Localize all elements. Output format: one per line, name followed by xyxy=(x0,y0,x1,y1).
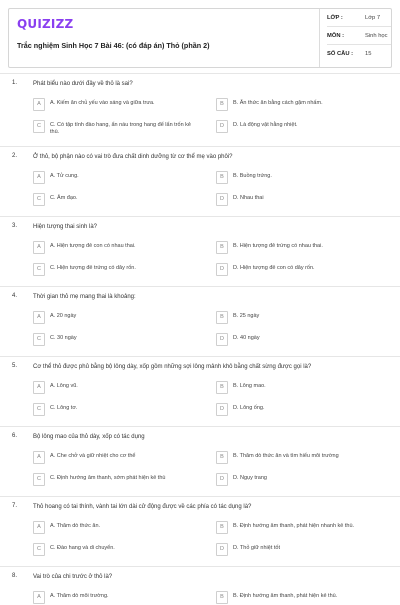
option-letter-box: B xyxy=(216,98,228,111)
question-number: 7. xyxy=(12,503,18,509)
option-text: D. Nhau thai xyxy=(233,195,264,201)
option-letter-box: B xyxy=(216,241,228,254)
option-letter-box: A xyxy=(33,521,45,534)
question-divider xyxy=(0,286,400,287)
option-text: C. Âm đạo. xyxy=(50,195,78,201)
option-letter-box: C xyxy=(33,333,45,346)
option-letter-box: D xyxy=(216,263,228,276)
option-letter-box: A xyxy=(33,381,45,394)
answer-option-b[interactable] xyxy=(216,311,386,325)
question-divider xyxy=(0,496,400,497)
option-letter-box: A xyxy=(33,451,45,464)
option-text: C. Hiện tượng đẻ trứng có dây rốn. xyxy=(50,265,136,271)
answer-option-a[interactable] xyxy=(33,521,203,535)
option-text: C. Có tập tính đào hang, ẩn náu trong hang để lẩn trốn kẻ thù. xyxy=(50,122,191,135)
answer-option-a[interactable] xyxy=(33,591,203,605)
question-divider xyxy=(0,356,400,357)
answer-option-c[interactable] xyxy=(33,543,203,557)
answer-option-d[interactable] xyxy=(216,403,386,417)
option-text: B. Thăm dò thức ăn và tìm hiểu môi trường xyxy=(233,453,339,459)
answer-option-b[interactable] xyxy=(216,591,386,605)
option-text: A. Hiện tượng đẻ con có nhau thai. xyxy=(50,243,136,249)
answer-option-d[interactable] xyxy=(216,543,386,557)
meta-count-label: SỐ CÂU : xyxy=(327,51,354,57)
question-number: 5. xyxy=(12,363,18,369)
option-text: C. Lông tơ. xyxy=(50,405,78,411)
option-text: B. Định hướng âm thanh, phát hiện kẻ thù. xyxy=(233,593,338,599)
option-text: D. Thỏ giữ nhiệt tốt xyxy=(233,545,280,551)
option-text: B. Ăn thức ăn bằng cách gặm nhấm. xyxy=(233,100,323,106)
question-number: 3. xyxy=(12,223,18,229)
option-text: B. Hiện tượng đẻ trứng có nhau thai. xyxy=(233,243,323,249)
meta-question-count xyxy=(327,49,391,63)
answer-option-c[interactable] xyxy=(33,333,203,347)
meta-subject xyxy=(327,31,391,45)
question-number: 4. xyxy=(12,293,18,299)
option-text: D. Hiện tượng đẻ con có dây rốn. xyxy=(233,265,315,271)
worksheet-header xyxy=(8,8,392,68)
option-text: A. 20 ngày xyxy=(50,313,77,319)
question-number: 6. xyxy=(12,433,18,439)
option-text: C. 30 ngày xyxy=(50,335,77,341)
option-text: D. Lông ống. xyxy=(233,405,265,411)
question-text: Phát biểu nào dưới đây về thỏ là sai? xyxy=(33,81,133,87)
answer-option-c[interactable] xyxy=(33,403,203,417)
option-letter-box: D xyxy=(216,403,228,416)
option-letter-box: C xyxy=(33,473,45,486)
answer-option-b[interactable] xyxy=(216,98,386,112)
answer-option-a[interactable] xyxy=(33,381,203,395)
option-text: D. 40 ngày xyxy=(233,335,260,341)
option-letter-box: D xyxy=(216,120,228,133)
answer-option-d[interactable] xyxy=(216,473,386,487)
header-bottom-rule xyxy=(0,73,400,74)
option-text: D. Ngụy trang xyxy=(233,475,267,481)
option-letter-box: B xyxy=(216,311,228,324)
option-letter-box: D xyxy=(216,543,228,556)
question-text: Thỏ hoang có tai thính, vành tai lớn dài cử động được về các phía có tác dụng là? xyxy=(33,504,252,510)
answer-option-b[interactable] xyxy=(216,171,386,185)
option-letter-box: C xyxy=(33,263,45,276)
option-letter-box: D xyxy=(216,333,228,346)
option-letter-box: A xyxy=(33,241,45,254)
option-text: B. Định hướng âm thanh, phát hiện nhanh kẻ thù. xyxy=(233,523,355,529)
answer-option-a[interactable] xyxy=(33,451,203,465)
option-text: A. Tử cung. xyxy=(50,173,79,179)
option-text: C. Đào hang và di chuyển. xyxy=(50,545,115,551)
option-letter-box: B xyxy=(216,451,228,464)
meta-grade xyxy=(327,13,391,27)
option-text: A. Kiếm ăn chủ yếu vào sáng và giữa trưa. xyxy=(50,100,155,106)
option-letter-box: C xyxy=(33,193,45,206)
question-number: 1. xyxy=(12,80,18,86)
answer-option-d[interactable] xyxy=(216,120,386,134)
worksheet-title: Trắc nghiệm Sinh Học 7 Bài 46: (có đáp án) Thỏ (phần 2) xyxy=(17,41,210,50)
option-text: C. Định hướng âm thanh, sớm phát hiện kẻ thù xyxy=(50,475,166,481)
option-text: A. Lông vũ. xyxy=(50,383,78,389)
answer-option-c[interactable] xyxy=(33,263,203,277)
answer-option-c[interactable] xyxy=(33,193,203,207)
answer-option-b[interactable] xyxy=(216,521,386,535)
answer-option-a[interactable] xyxy=(33,98,203,112)
question-text: Cơ thể thỏ được phủ bằng bộ lông dày, xốp gồm những sợi lông mảnh khô bằng chất sừng được gọi là? xyxy=(33,364,312,370)
answer-option-d[interactable] xyxy=(216,333,386,347)
option-letter-box: A xyxy=(33,171,45,184)
option-letter-box: C xyxy=(33,403,45,416)
question-divider xyxy=(0,566,400,567)
option-letter-box: B xyxy=(216,591,228,604)
option-letter-box: C xyxy=(33,543,45,556)
question-text: Vai trò của chi trước ở thỏ là? xyxy=(33,574,113,580)
question-divider xyxy=(0,216,400,217)
meta-subject-label: MÔN : xyxy=(327,33,345,39)
option-text: B. 25 ngày xyxy=(233,313,260,319)
option-letter-box: A xyxy=(33,591,45,604)
answer-option-d[interactable] xyxy=(216,263,386,277)
answer-option-c[interactable] xyxy=(33,473,203,487)
question-divider xyxy=(0,146,400,147)
option-text: B. Buồng trứng. xyxy=(233,173,272,179)
question-number: 2. xyxy=(12,153,18,159)
option-letter-box: B xyxy=(216,521,228,534)
meta-subject-value: Sinh học xyxy=(365,33,388,39)
header-divider xyxy=(319,9,320,67)
question-text: Ở thỏ, bộ phận nào có vai trò đưa chất dinh dưỡng từ cơ thể mẹ vào phôi? xyxy=(33,154,233,160)
option-text: A. Thăm dò thức ăn. xyxy=(50,523,101,529)
option-letter-box: C xyxy=(33,120,45,133)
meta-grade-label: LỚP : xyxy=(327,15,343,21)
option-letter-box: A xyxy=(33,98,45,111)
answer-option-a[interactable] xyxy=(33,311,203,325)
question-number: 8. xyxy=(12,573,18,579)
answer-option-d[interactable] xyxy=(216,193,386,207)
meta-count-value: 15 xyxy=(365,51,372,57)
option-letter-box: D xyxy=(216,473,228,486)
option-letter-box: D xyxy=(216,193,228,206)
answer-option-c[interactable] xyxy=(33,120,203,134)
answer-option-b[interactable] xyxy=(216,241,386,255)
question-text: Bộ lông mao của thỏ dày, xốp có tác dụng xyxy=(33,434,145,440)
answer-option-a[interactable] xyxy=(33,171,203,185)
answer-option-b[interactable] xyxy=(216,451,386,465)
question-text: Hiện tượng thai sinh là? xyxy=(33,224,97,230)
question-divider xyxy=(0,426,400,427)
option-text: A. Thăm dò môi trường. xyxy=(50,593,109,599)
option-text: D. Là động vật hằng nhiệt. xyxy=(233,122,298,128)
option-letter-box: B xyxy=(216,171,228,184)
option-text: B. Lông mao. xyxy=(233,383,266,389)
answer-option-b[interactable] xyxy=(216,381,386,395)
quizizz-logo: QUIZIZZ xyxy=(17,17,74,31)
option-letter-box: B xyxy=(216,381,228,394)
meta-grade-value: Lớp 7 xyxy=(365,15,381,21)
question-text: Thời gian thỏ mẹ mang thai là khoảng: xyxy=(33,294,136,300)
option-letter-box: A xyxy=(33,311,45,324)
option-text: A. Che chở và giữ nhiệt cho cơ thể xyxy=(50,453,136,459)
answer-option-a[interactable] xyxy=(33,241,203,255)
